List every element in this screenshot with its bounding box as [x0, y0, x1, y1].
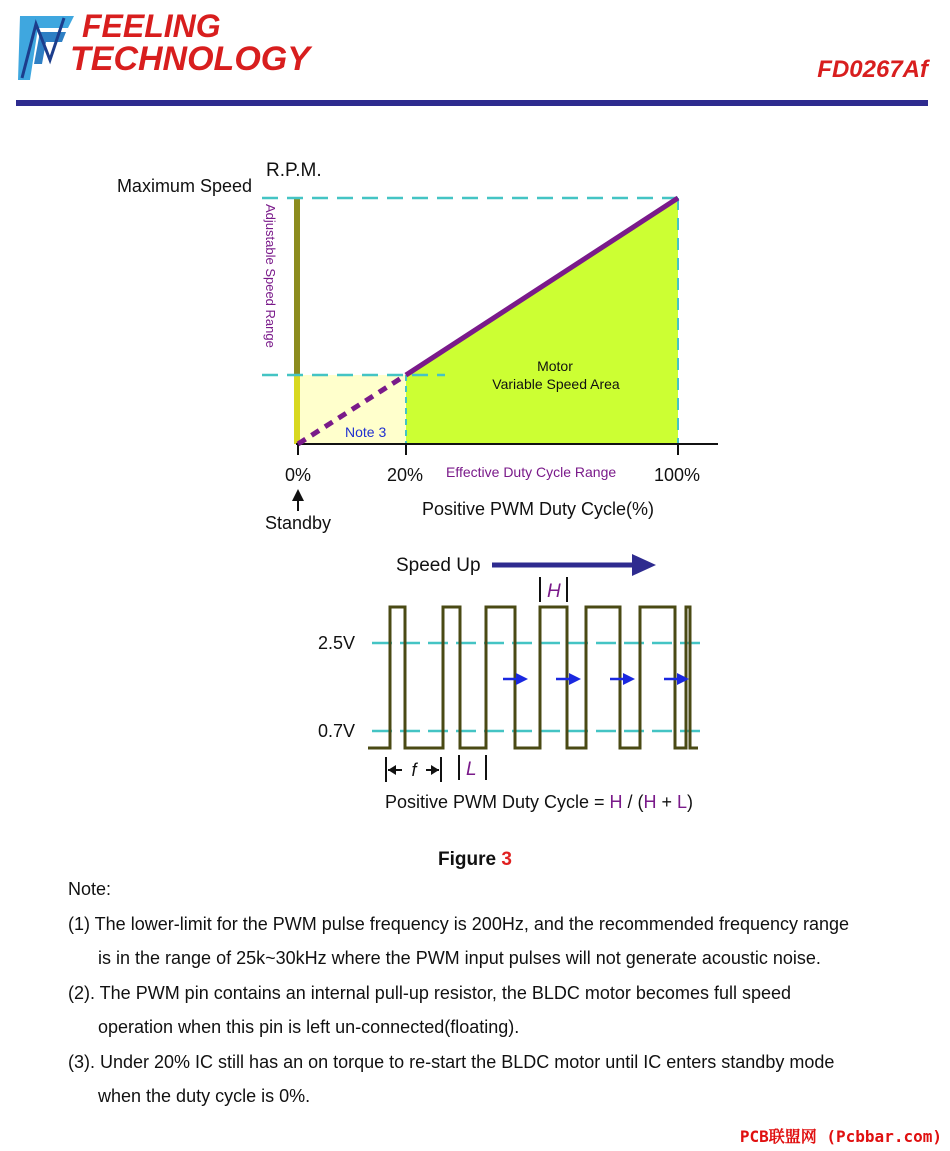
formula-h2: H	[643, 792, 657, 812]
note-3-label: Note 3	[345, 424, 387, 440]
shift-arrow-icon-3	[610, 673, 635, 685]
level-2v5-label: 2.5V	[318, 633, 356, 653]
watermark: PCB联盟网 (Pcbbar.com)	[739, 1127, 942, 1146]
max-speed-label: Maximum Speed	[116, 176, 252, 196]
figure-caption-number: 3	[501, 849, 512, 870]
standby-label: Standby	[264, 513, 332, 533]
formula-close: )	[687, 792, 694, 812]
effective-range-label: Effective Duty Cycle Range	[446, 464, 617, 480]
x-tick-label-0: 0%	[284, 465, 312, 485]
document-id: FD0267Af	[817, 56, 928, 83]
notes-title: Note:	[68, 879, 112, 899]
y-axis-label: R.P.M.	[266, 160, 322, 181]
figure-caption-prefix: Figure	[438, 849, 502, 870]
speed-curve-chart	[0, 150, 950, 550]
figure-caption	[0, 849, 950, 871]
formula-prefix: Positive PWM Duty Cycle =	[384, 792, 610, 812]
area-label-line2: Variable Speed Area	[492, 376, 620, 392]
duty-cycle-formula	[385, 792, 693, 812]
formula-l: L	[677, 792, 688, 812]
formula-slash: / (	[622, 792, 644, 812]
adjustable-range-bar	[294, 198, 300, 375]
low-label: L	[466, 759, 477, 780]
adjustable-range-label: Adjustable Speed Range	[263, 204, 278, 348]
speed-up-label: Speed Up	[396, 555, 481, 576]
variable-speed-area	[406, 198, 678, 444]
formula-plus: +	[656, 792, 678, 812]
logo-mark-icon	[16, 14, 76, 84]
note-3-line-1: (3). Under 20% IC still has an on torque to re-start the BLDC motor until IC enters standby mode	[68, 1051, 835, 1072]
x-tick-label-20: 20%	[386, 465, 424, 485]
area-label-line1: Motor	[537, 358, 573, 374]
note-2-line-1: (2). The PWM pin contains an internal pull-up resistor, the BLDC motor becomes full speed	[68, 982, 792, 1003]
pwm-square-wave	[368, 607, 698, 748]
high-label: H	[547, 581, 561, 602]
level-0v7-label: 0.7V	[318, 721, 356, 741]
note-1-line-2: is in the range of 25k~30kHz where the PWM input pulses will not generate acoustic noise.	[98, 948, 821, 968]
x-axis-label: Positive PWM Duty Cycle(%)	[421, 499, 655, 519]
note-3-line-2: when the duty cycle is 0%.	[98, 1086, 311, 1106]
formula-h: H	[609, 792, 623, 812]
x-tick-label-100: 100%	[653, 465, 701, 485]
note-1-line-1: (1) The lower-limit for the PWM pulse frequency is 200Hz, and the recommended frequency range	[68, 913, 850, 934]
low-range-bar	[294, 375, 300, 444]
note-2-line-2: operation when this pin is left un-connected(floating).	[98, 1017, 520, 1037]
notes-section	[68, 872, 938, 1114]
header-divider	[16, 100, 928, 106]
pwm-waveform-diagram	[0, 545, 950, 815]
speed-up-arrow-icon	[492, 554, 656, 576]
period-label: f	[411, 760, 417, 780]
logo-text-feeling: FEELING	[82, 8, 221, 44]
logo-text-technology: TECHNOLOGY	[70, 40, 310, 78]
standby-arrow-icon	[292, 489, 304, 511]
